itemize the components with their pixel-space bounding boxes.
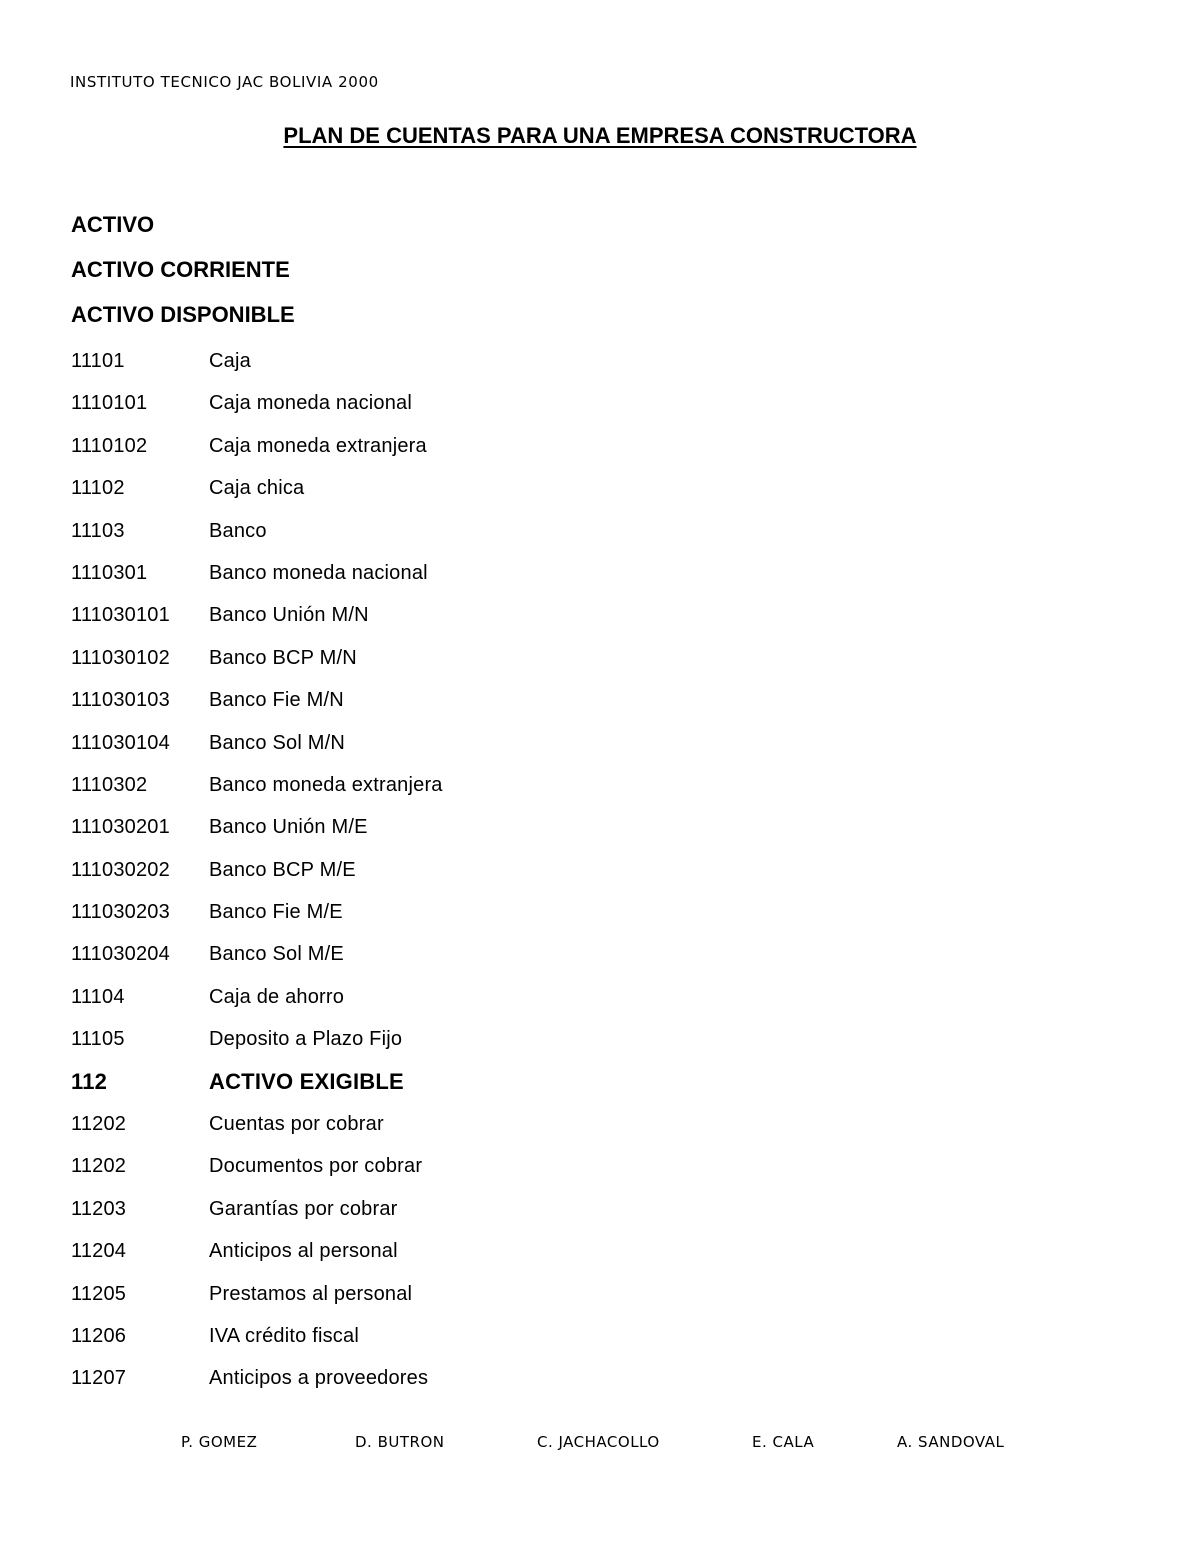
account-code: 11202 <box>71 1113 127 1136</box>
account-name: Anticipos a proveedores <box>209 1367 429 1390</box>
author-name: A. SANDOVAL <box>897 1433 1005 1451</box>
account-row <box>71 552 1131 594</box>
account-name: Banco moneda extranjera <box>209 773 443 796</box>
author-name: E. CALA <box>752 1433 815 1451</box>
account-row <box>71 382 1131 424</box>
account-name: Banco Fie M/E <box>209 901 343 924</box>
account-code: 111030101 <box>71 604 170 627</box>
account-code: 1110302 <box>71 773 148 796</box>
account-row <box>71 1315 1131 1357</box>
account-code: 1110101 <box>71 392 148 415</box>
account-row <box>71 1145 1131 1187</box>
account-code: 11205 <box>71 1282 127 1305</box>
account-code: 1110301 <box>71 561 148 584</box>
account-code: 11102 <box>71 477 125 500</box>
account-row <box>71 1230 1131 1272</box>
account-row <box>71 976 1131 1018</box>
account-code: 111030204 <box>71 943 170 966</box>
account-code: 11207 <box>71 1367 127 1390</box>
author-name: C. JACHACOLLO <box>537 1433 660 1451</box>
account-name: Caja de ahorro <box>209 985 345 1008</box>
account-row <box>71 1273 1131 1315</box>
account-row <box>71 1188 1131 1230</box>
account-name: Banco moneda nacional <box>209 561 428 584</box>
account-name: Banco Unión M/N <box>209 604 369 627</box>
account-row <box>71 1357 1131 1399</box>
account-code: 11203 <box>71 1197 127 1220</box>
account-code: 11103 <box>71 519 125 542</box>
account-name: Caja <box>209 350 251 372</box>
account-name: Caja chica <box>209 477 305 500</box>
account-name: Banco BCP M/E <box>209 858 356 881</box>
section-activo-disponible: ACTIVO DISPONIBLE <box>71 302 295 327</box>
account-name: Banco Sol M/N <box>209 731 345 754</box>
account-code: 11204 <box>71 1240 127 1263</box>
account-name: Anticipos al personal <box>209 1240 398 1263</box>
account-row <box>71 764 1131 806</box>
account-name: Caja moneda nacional <box>209 392 413 415</box>
account-name: Deposito a Plazo Fijo <box>209 1028 403 1051</box>
account-row <box>71 933 1131 975</box>
account-code: 111030103 <box>71 689 170 712</box>
institute-header: INSTITUTO TECNICO JAC BOLIVIA 2000 <box>70 73 379 91</box>
account-code: 11105 <box>71 1028 125 1051</box>
account-row <box>71 1103 1131 1145</box>
account-row <box>71 594 1131 636</box>
account-code: 1110102 <box>71 434 148 457</box>
account-name: Banco <box>209 519 267 542</box>
account-name: Garantías por cobrar <box>209 1197 398 1220</box>
account-row <box>71 1018 1131 1060</box>
account-name: Documentos por cobrar <box>209 1155 423 1178</box>
account-row <box>71 849 1131 891</box>
account-row <box>71 425 1131 467</box>
account-row <box>71 806 1131 848</box>
author-name: D. BUTRON <box>355 1433 445 1451</box>
account-name: ACTIVO EXIGIBLE <box>209 1068 404 1094</box>
account-code: 11101 <box>71 350 125 372</box>
account-code: 111030102 <box>71 646 170 669</box>
account-code: 111030104 <box>71 731 170 754</box>
section-activo-corriente: ACTIVO CORRIENTE <box>71 257 290 282</box>
account-name: Banco Fie M/N <box>209 689 344 712</box>
account-list <box>71 340 1131 1400</box>
account-name: Banco Sol M/E <box>209 943 344 966</box>
account-name: Cuentas por cobrar <box>209 1113 384 1136</box>
account-code: 11206 <box>71 1324 127 1347</box>
account-row <box>71 891 1131 933</box>
account-code: 111030203 <box>71 901 170 924</box>
account-row <box>71 637 1131 679</box>
account-row <box>71 340 1131 382</box>
account-row <box>71 679 1131 721</box>
account-row <box>71 510 1131 552</box>
author-name: P. GOMEZ <box>181 1433 258 1451</box>
account-name: Banco BCP M/N <box>209 646 357 669</box>
account-name: Prestamos al personal <box>209 1282 413 1305</box>
account-name: Banco Unión M/E <box>209 816 368 839</box>
account-name: IVA crédito fiscal <box>209 1324 359 1347</box>
section-activo: ACTIVO <box>71 212 155 237</box>
account-row <box>71 467 1131 509</box>
account-code: 112 <box>71 1068 108 1094</box>
account-row <box>71 722 1131 764</box>
account-code: 11202 <box>71 1155 127 1178</box>
account-code: 111030201 <box>71 816 170 839</box>
account-code: 111030202 <box>71 858 170 881</box>
account-name: Caja moneda extranjera <box>209 434 427 457</box>
account-code: 11104 <box>71 985 125 1008</box>
document-title: PLAN DE CUENTAS PARA UNA EMPRESA CONSTRUCTORA <box>283 123 917 148</box>
section-row-activo-exigible <box>71 1061 1131 1103</box>
